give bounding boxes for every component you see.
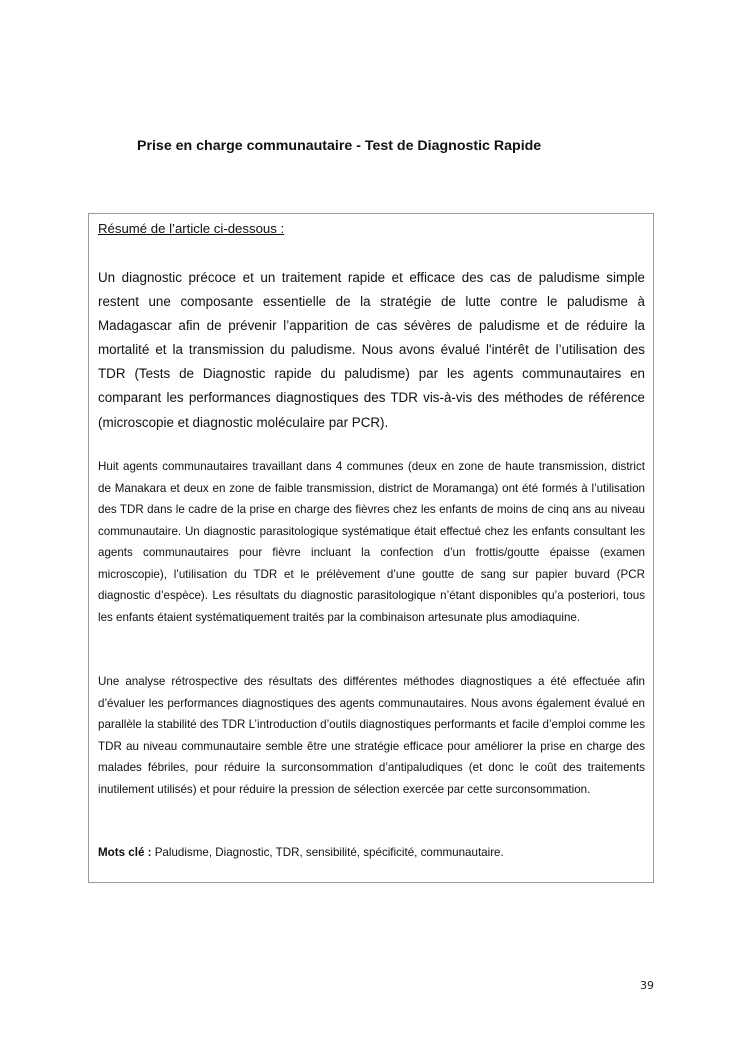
abstract-heading: Résumé de l’article ci-dessous :: [98, 221, 285, 236]
keywords-line: [98, 846, 504, 859]
abstract-methods-paragraph: Huit agents communautaires travaillant dans 4 communes (deux en zone de haute transmission, district de Manakara et deux en zone de faible transmission, district de Moramanga) ont été formés à l’utilisation des TDR dans le cadre de la prise en charge des fièvres chez les enfants de moins de cinq ans au niveau communautaire. Un diagnostic parasitologique systématique était effectué chez les enfants consultant les agents communautaires pour fièvre incluant la confection d’un frottis/goutte épaisse (examen microscopie), l’utilisation du TDR et le prélèvement d’une goutte de sang sur papier buvard (PCR diagnostic d’espèce). Les résultats du diagnostic parasitologique n’étant disponibles qu’a posteriori, tous les enfants étaient systématiquement traités par la combinaison artesunate plus amodiaquine.: [98, 460, 645, 624]
keywords-label: Mots clé :: [98, 846, 152, 859]
abstract-box: [88, 213, 654, 883]
abstract-intro-paragraph: Un diagnostic précoce et un traitement rapide et efficace des cas de paludisme simple restent une composante essentielle de la stratégie de lutte contre le paludisme à Madagascar afin de prévenir l’apparition de cas sévères de paludisme et de réduire la mortalité et la transmission du paludisme. Nous avons évalué l'intérêt de l’utilisation des TDR (Tests de Diagnostic rapide du paludisme) par les agents communautaires en comparant les performances diagnostiques des TDR vis-à-vis des méthodes de référence (microscopie et diagnostic moléculaire par PCR).: [98, 270, 645, 430]
keywords-list: Paludisme, Diagnostic, TDR, sensibilité, spécificité, communautaire.: [151, 846, 504, 859]
page-number: 39: [640, 979, 654, 992]
page-title: Prise en charge communautaire - Test de Diagnostic Rapide: [137, 138, 542, 154]
abstract-analysis-paragraph: Une analyse rétrospective des résultats des différentes méthodes diagnostiques a été effectuée afin d’évaluer les performances diagnostiques des agents communautaires. Nous avons également évalué en parallèle la stabilité des TDR L’introduction d’outils diagnostiques performants et facile d’emploi comme les TDR au niveau communautaire semble être une stratégie efficace pour améliorer la prise en charge des malades fébriles, pour réduire la surconsommation d’antipaludiques (et donc le coût des traitements inutilement utilisés) et pour réduire la pression de sélection exercée par cette surconsommation.: [98, 675, 645, 796]
